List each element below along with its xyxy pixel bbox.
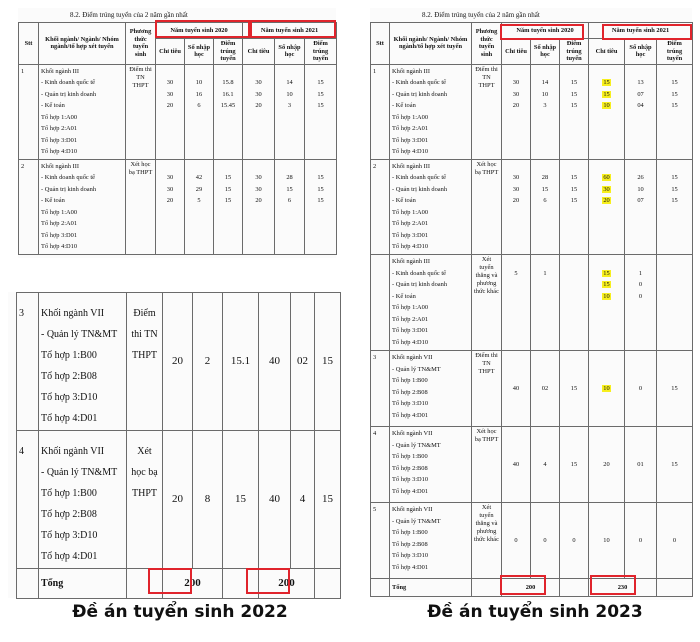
cell-score-2020: 0 — [560, 503, 589, 579]
row-stt: 4 — [371, 427, 390, 503]
row-stt: 3 — [17, 293, 39, 431]
cell-enrolled-2020: 0 — [531, 503, 560, 579]
col-enrolled: Số nhập học — [625, 39, 657, 65]
col-score: Điểm trúng tuyển — [305, 39, 337, 65]
cell-quota-2021: 30 30 20 — [243, 64, 275, 159]
cell-score-2020: 15.8 16.1 15.45 — [214, 64, 243, 159]
row-stt — [371, 255, 390, 351]
cell-quota-2021: 15 15 10 — [589, 64, 625, 159]
cell-enrolled-2020: 4 — [531, 427, 560, 503]
cell-enrolled-2021: 0 — [625, 503, 657, 579]
cell-score-2020: 15 15 15 — [560, 159, 589, 254]
row-method: Xét học bạ THPT — [472, 427, 502, 503]
cell-quota-2021: 30 30 20 — [243, 159, 275, 254]
cell-quota-2020: 20 — [163, 431, 193, 569]
row-method: Xét học bạ THPT — [472, 159, 502, 254]
cell-enrolled-2020: 42 29 5 — [185, 159, 214, 254]
admission-table-2023-part2 — [370, 254, 693, 597]
table-row — [371, 64, 693, 159]
total-2020: 200 — [502, 579, 560, 597]
right-panel — [370, 8, 692, 600]
cell-enrolled-2021: 26 10 07 — [625, 159, 657, 254]
cell-score-2021 — [657, 255, 693, 351]
total-row — [371, 579, 693, 597]
row-field: Khối ngành VII - Quản lý TN&MT Tổ hợp 1:B00 Tổ hợp 2:B08 Tổ hợp 3:D10 Tổ hợp 4:D01 — [390, 503, 472, 579]
row-stt: 5 — [371, 503, 390, 579]
cell-quota-2020: 30 30 20 — [502, 64, 531, 159]
cell-quota-2021: 40 — [259, 293, 291, 431]
row-method: Xét học bạ THPT — [126, 159, 156, 254]
cell-enrolled-2021: 1 0 0 — [625, 255, 657, 351]
row-method: Điểm thi TN THPT — [126, 64, 156, 159]
cell-score-2020: 15 15 15 — [560, 64, 589, 159]
total-label: Tổng — [39, 569, 127, 599]
cell-enrolled-2020: 02 — [531, 351, 560, 427]
row-field: Khối ngành III - Kinh doanh quốc tế - Quản trị kinh doanh - Kế toán Tổ hợp 1:A00 Tổ hợp 2:A01 Tổ hợp 3:D01 Tổ hợp 4:D10 — [39, 64, 126, 159]
cell-score-2021: 15 15 15 — [657, 64, 693, 159]
cell-quota-2020: 0 — [502, 503, 531, 579]
table-row — [371, 159, 693, 254]
row-field: Khối ngành III - Kinh doanh quốc tế - Quản trị kinh doanh - Kế toán Tổ hợp 1:A00 Tổ hợp 2:A01 Tổ hợp 3:D01 Tổ hợp 4:D10 — [390, 255, 472, 351]
cell-score-2020: 15 — [223, 431, 259, 569]
table-row — [371, 255, 693, 351]
row-method: Điểm thi TN THPT — [472, 351, 502, 427]
total-2021: 230 — [589, 579, 657, 597]
cell-score-2021: 15 15 15 — [657, 159, 693, 254]
row-method: Xét tuyển thẳng và phương thức khác — [472, 503, 502, 579]
col-score: Điểm trúng tuyển — [214, 39, 243, 65]
cell-score-2020: 15 — [560, 351, 589, 427]
col-score: Điểm trúng tuyển — [657, 39, 693, 65]
cell-score-2021: 15 — [315, 293, 341, 431]
caption-left: Đề án tuyển sinh 2022 — [72, 602, 288, 622]
row-field: Khối ngành III - Kinh doanh quốc tế - Quản trị kinh doanh - Kế toán Tổ hợp 1:A00 Tổ hợp 2:A01 Tổ hợp 3:D01 Tổ hợp 4:D10 — [39, 159, 126, 254]
row-method: Xét tuyển thẳng và phương thức khác — [472, 255, 502, 351]
cell-score-2021: 0 — [657, 503, 693, 579]
table-row — [19, 64, 337, 159]
cell-quota-2021: 10 — [589, 503, 625, 579]
cell-quota-2020: 30 30 20 — [156, 159, 185, 254]
cell-enrolled-2020: 10 16 6 — [185, 64, 214, 159]
cell-quota-2020: 40 — [502, 427, 531, 503]
table-row — [371, 351, 693, 427]
row-field: Khối ngành III - Kinh doanh quốc tế - Quản trị kinh doanh - Kế toán Tổ hợp 1:A00 Tổ hợp 2:A01 Tổ hợp 3:D01 Tổ hợp 4:D10 — [390, 64, 472, 159]
col-enrolled: Số nhập học — [185, 39, 214, 65]
total-2021: 200 — [259, 569, 315, 599]
col-field: Khối ngành/ Ngành/ Nhóm ngành/tổ hợp xét tuyển — [39, 23, 126, 65]
col-quota: Chỉ tiêu — [502, 39, 531, 65]
col-stt: Stt — [371, 23, 390, 65]
col-enrolled: Số nhập học — [275, 39, 305, 65]
col-year-2021: Năm tuyển sinh 2021 — [589, 23, 693, 39]
table-row — [19, 159, 337, 254]
cell-score-2021: 15 — [657, 427, 693, 503]
cell-score-2020: 15 15 15 — [214, 159, 243, 254]
section-title: 8.2. Điểm trúng tuyển của 2 năm gần nhất — [70, 11, 188, 19]
total-2020: 200 — [163, 569, 223, 599]
cell-enrolled-2020: 8 — [193, 431, 223, 569]
cell-enrolled-2021: 28 15 6 — [275, 159, 305, 254]
row-method: Xét học bạ THPT — [127, 431, 163, 569]
col-year-2020: Năm tuyển sinh 2020 — [502, 23, 589, 39]
cell-quota-2020: 30 30 20 — [156, 64, 185, 159]
cell-score-2020 — [560, 255, 589, 351]
cell-enrolled-2020: 28 15 6 — [531, 159, 560, 254]
row-field: Khối ngành III - Kinh doanh quốc tế - Quản trị kinh doanh - Kế toán Tổ hợp 1:A00 Tổ hợp 2:A01 Tổ hợp 3:D01 Tổ hợp 4:D10 — [390, 159, 472, 254]
cell-enrolled-2021: 13 07 04 — [625, 64, 657, 159]
row-stt: 1 — [19, 64, 39, 159]
cell-enrolled-2021: 14 10 3 — [275, 64, 305, 159]
left-bottom-panel — [8, 292, 340, 598]
row-stt: 2 — [371, 159, 390, 254]
admission-table-2022-part1 — [18, 22, 337, 255]
cell-quota-2021: 15 15 10 — [589, 255, 625, 351]
cell-quota-2020: 20 — [163, 293, 193, 431]
row-field: Khối ngành VII - Quản lý TN&MT Tổ hợp 1:B00 Tổ hợp 2:B08 Tổ hợp 3:D10 Tổ hợp 4:D01 — [39, 293, 127, 431]
left-top-panel — [18, 8, 336, 258]
cell-quota-2020: 5 — [502, 255, 531, 351]
row-field: Khối ngành VII - Quản lý TN&MT Tổ hợp 1:B00 Tổ hợp 2:B08 Tổ hợp 3:D10 Tổ hợp 4:D01 — [39, 431, 127, 569]
table-row — [17, 431, 341, 569]
col-method: Phương thức tuyển sinh — [472, 23, 502, 65]
cell-score-2021: 15 — [315, 431, 341, 569]
total-row — [17, 569, 341, 599]
section-title: 8.2. Điểm trúng tuyển của 2 năm gần nhất — [422, 11, 540, 19]
col-enrolled: Số nhập học — [531, 39, 560, 65]
cell-enrolled-2021: 01 — [625, 427, 657, 503]
cell-score-2020: 15 — [560, 427, 589, 503]
cell-enrolled-2020: 1 — [531, 255, 560, 351]
table-row — [371, 427, 693, 503]
col-field: Khối ngành/ Ngành/ Nhóm ngành/tổ hợp xét tuyển — [390, 23, 472, 65]
total-label: Tổng — [390, 579, 472, 597]
col-year-2021: Năm tuyển sinh 2021 — [243, 23, 337, 39]
cell-quota-2021: 10 — [589, 351, 625, 427]
admission-table-2023-part1 — [370, 22, 693, 255]
col-score: Điểm trúng tuyển — [560, 39, 589, 65]
row-stt: 2 — [19, 159, 39, 254]
table-row — [17, 293, 341, 431]
cell-enrolled-2021: 0 — [625, 351, 657, 427]
col-year-2020: Năm tuyển sinh 2020 — [156, 23, 243, 39]
row-method: Điểm thi TN THPT — [472, 64, 502, 159]
col-quota: Chỉ tiêu — [589, 39, 625, 65]
admission-table-2022-part2 — [16, 292, 341, 599]
cell-score-2020: 15.1 — [223, 293, 259, 431]
cell-enrolled-2021: 4 — [291, 431, 315, 569]
cell-enrolled-2021: 02 — [291, 293, 315, 431]
col-quota: Chỉ tiêu — [243, 39, 275, 65]
col-method: Phương thức tuyển sinh — [126, 23, 156, 65]
row-stt: 4 — [17, 431, 39, 569]
cell-quota-2021: 60 30 20 — [589, 159, 625, 254]
cell-quota-2021: 20 — [589, 427, 625, 503]
row-stt: 1 — [371, 64, 390, 159]
col-stt: Stt — [19, 23, 39, 65]
cell-enrolled-2020: 2 — [193, 293, 223, 431]
row-field: Khối ngành VII - Quản lý TN&MT Tổ hợp 1:B00 Tổ hợp 2:B08 Tổ hợp 3:D10 Tổ hợp 4:D01 — [390, 427, 472, 503]
table-row — [371, 503, 693, 579]
row-method: Điểm thi TN THPT — [127, 293, 163, 431]
cell-quota-2020: 30 30 20 — [502, 159, 531, 254]
cell-score-2021: 15 — [657, 351, 693, 427]
cell-score-2021: 15 15 15 — [305, 64, 337, 159]
cell-enrolled-2020: 14 10 3 — [531, 64, 560, 159]
cell-quota-2021: 40 — [259, 431, 291, 569]
row-stt: 3 — [371, 351, 390, 427]
cell-score-2021: 15 15 15 — [305, 159, 337, 254]
caption-right: Đề án tuyển sinh 2023 — [427, 602, 643, 622]
row-field: Khối ngành VII - Quản lý TN&MT Tổ hợp 1:B00 Tổ hợp 2:B08 Tổ hợp 3:D10 Tổ hợp 4:D01 — [390, 351, 472, 427]
col-quota: Chỉ tiêu — [156, 39, 185, 65]
cell-quota-2020: 40 — [502, 351, 531, 427]
